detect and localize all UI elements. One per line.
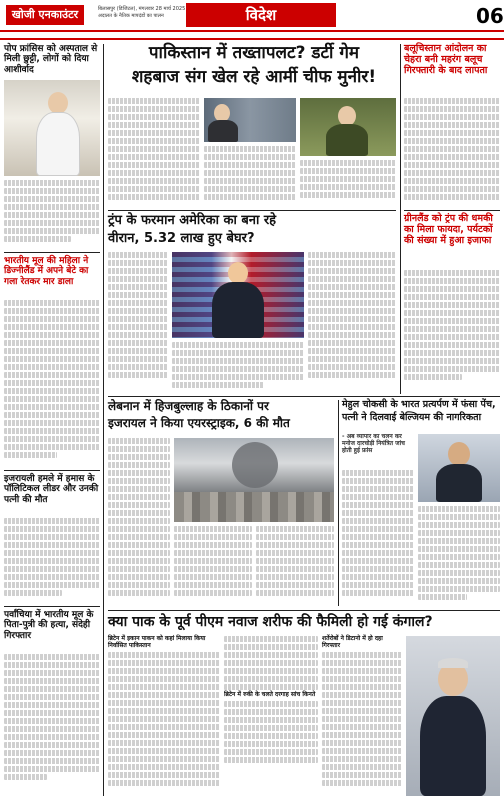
munir-figure: [326, 124, 368, 156]
nawaz-hair: [438, 658, 468, 668]
choksi-photo: [418, 434, 500, 502]
pope-face: [48, 92, 68, 114]
lebanon-body-col1: [108, 438, 170, 606]
masthead-rule: [0, 30, 504, 32]
lebanon-body-col2: [174, 526, 252, 606]
lead-photo-munir: [300, 98, 396, 156]
trump-headline-2: वीरान, 5.32 लाख हुए बेघर?: [108, 231, 255, 246]
choksi-face: [448, 442, 470, 466]
choksi-headline-1: मेहुल चोकसी के भारत प्रत्यर्पण में फंसा पेंच,: [342, 399, 496, 410]
brand-logo: खोजी एनकाउंटर: [6, 5, 84, 25]
pope-headline: पोप फ्रांसिस को अस्पताल से मिली छुट्टी, लोगों को दिया आशीर्वाद: [4, 44, 98, 75]
trump-headline-1: ट्रंप के फरमान अमेरिका का बना रहे: [108, 213, 277, 228]
left-rule-1: [4, 252, 100, 253]
lebanon-right-divider: [338, 400, 339, 606]
lead-bottom-rule: [108, 210, 396, 211]
disneyland-headline: भारतीय मूल की महिला ने डिज्नीलैंड में अपने बेटे का गला रेतकर मार डाला: [4, 256, 89, 287]
munir-face: [338, 106, 356, 126]
left-rule-2: [4, 470, 100, 471]
pope-photo: [4, 80, 100, 176]
nawaz-body-col2: [224, 636, 318, 796]
page-number: 06: [476, 4, 504, 28]
hamas-body: [4, 518, 100, 604]
lebanon-headline-1: लेबनान में हिजबुल्लाह के ठिकानों पर: [108, 399, 269, 413]
section-title: विदेश: [186, 3, 336, 27]
trump-body-col3: [308, 252, 396, 392]
disneyland-body: [4, 300, 100, 468]
nawaz-top-rule: [108, 610, 500, 611]
pope-body: [4, 180, 100, 250]
pope-figure: [36, 112, 80, 176]
greenland-headline: ग्रीनलैंड को ट्रंप की धमकी का मिला फायदा, पर्यटकों की संख्या में हुआ इजाफा: [404, 213, 493, 246]
lead-body-col1: [108, 98, 200, 208]
nawaz-body-col1: [108, 652, 220, 796]
trump-body-col1: [108, 252, 168, 392]
buildings: [174, 492, 334, 522]
trump-body-col2: [172, 342, 304, 392]
nawaz-body-col3: [322, 652, 402, 796]
column-divider-left: [103, 44, 104, 796]
lebanon-airstrike-photo: [174, 438, 334, 522]
nawaz-subhead-2: ब्रिटेन में रुकी के चलते दरगाह सांच किनते: [224, 691, 316, 698]
column-divider-right: [400, 44, 401, 394]
usa-headline: पर्वांचिया में भारतीय मूल के पिता-पुत्री की हत्या, संदेही गिरफ्तार: [4, 610, 94, 641]
choksi-headline-2: पत्नी ने दिलवाई बेल्जियम की नागरिकता: [342, 412, 482, 423]
lead-body-col3: [300, 160, 396, 208]
usa-body: [4, 654, 100, 794]
lebanon-headline-2: इजरायल ने किया एयरस्ट्राइक, 6 की मौत: [108, 416, 290, 430]
trump-figure: [212, 282, 264, 338]
nawaz-headline: क्या पाक के पूर्व पीएम नवाज शरीफ की फैमिली हो गई कंगाल?: [108, 614, 433, 630]
left-rule-3: [4, 606, 100, 607]
nawaz-subhead-1: ब्रिटेन में इकान पाकन को कहां मिलाया किया निर्वासित पाकिस्तान: [108, 635, 206, 649]
choksi-subhead: - अब व्यापार का चलन कर मनोज दारचोड़ी नियंत्रित जांच होती हुई फ्रांस: [342, 433, 405, 454]
choksi-body-col2: [418, 506, 500, 606]
choksi-body-col1: [342, 470, 414, 606]
baloch-bottom-rule: [404, 210, 500, 211]
lead-photo-shehbaz: [204, 98, 296, 142]
smoke-plume: [232, 442, 278, 488]
baloch-body: [404, 98, 500, 208]
hamas-headline: इजरायली हमले में हमास के पॉलिटिकल लीडर और उनकी पत्नी की मौत: [4, 474, 99, 505]
lead-headline-2: शहबाज संग खेल रहे आर्मी चीफ मुनीर!: [131, 67, 377, 87]
nawaz-subhead-3: शर्तेरोबों ने डिटानो में हो दहा गिरफ्तार: [322, 635, 383, 649]
trump-photo: [172, 252, 304, 338]
shehbaz-figure: [208, 120, 238, 142]
choksi-figure: [436, 464, 482, 502]
baloch-headline: बलूचिस्तान आंदोलन का चेहरा बनी महरंग बलूच गिरफ्तारी के बाद लापता: [404, 43, 488, 76]
greenland-body: [404, 270, 500, 392]
lead-headline-1: पाकिस्तान में तख्तापलट? डर्टी गेम: [148, 43, 360, 63]
lebanon-body-col3: [256, 526, 334, 606]
lead-body-col2: [204, 146, 296, 208]
trump-bottom-rule: [108, 396, 500, 397]
nawaz-figure: [420, 696, 486, 796]
nawaz-photo: [406, 636, 500, 796]
dateline: बिलासपुर (डिजिटल), मंगलवार 28 मार्च 2025 अदालत के नैतिक मापदंडों का पालन: [98, 6, 186, 19]
masthead: [0, 0, 504, 40]
trump-face: [228, 262, 248, 284]
